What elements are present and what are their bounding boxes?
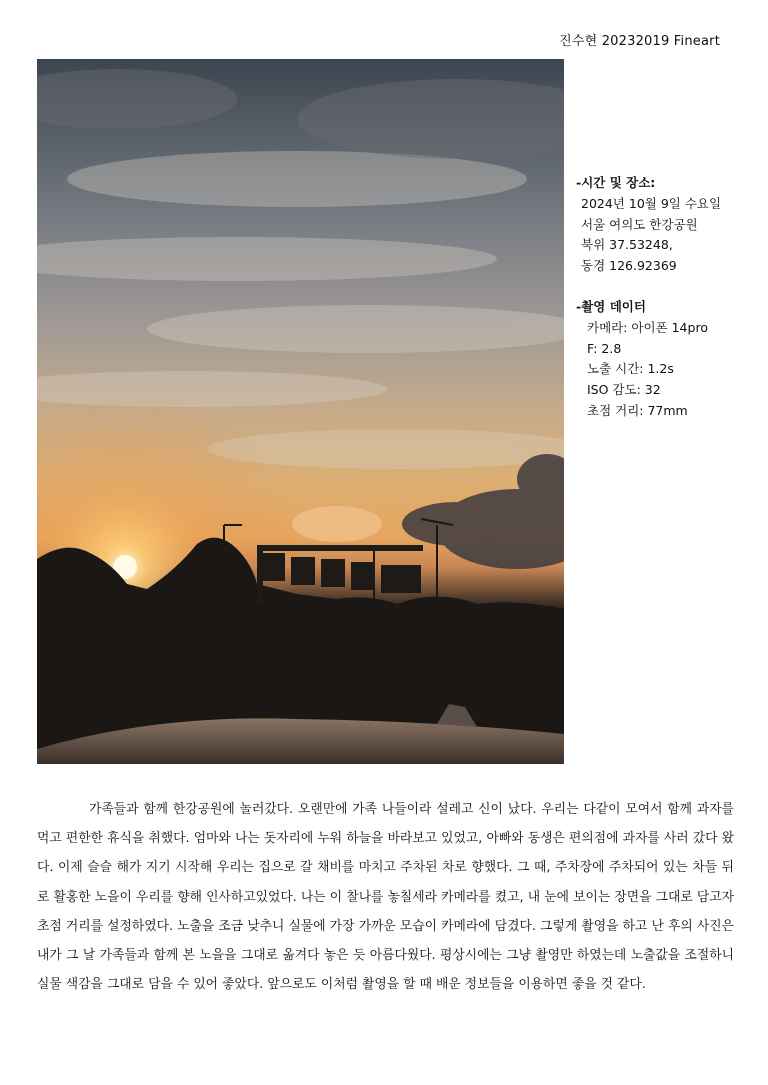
time-place-line: 북위 37.53248, [581,237,673,253]
time-place-line: 동경 126.92369 [581,258,677,274]
author-header: 진수현 20232019 Fineart [559,34,720,49]
shooting-data-line: ISO 감도: 32 [587,382,661,398]
shooting-data-line: F: 2.8 [587,340,622,356]
time-place-title: -시간 및 장소: [576,175,656,190]
sunset-photo-artwork [37,59,564,764]
time-place-line: 2024년 10월 9일 수요일 [581,195,722,211]
photo-metadata [576,173,721,422]
essay-paragraph: 가족들과 함께 한강공원에 놀러갔다. 오랜만에 가족 나들이라 설레고 신이 났다. 우리는 다같이 모여서 함께 과자를 먹고 편한한 휴식을 취했다. 엄마와 나는 돗자리에 누워 하늘을 바라보고 있었고, 아빠와 동생은 편의점에 과자를 사러 갔다 왔다. 이제 슬슬 해가 지기 시작해 우리는 집으로 갈 채비를 마치고 주차된 차로 향했다. 그 때, 주차장에 주차되어 있는 차들 뒤로 활홍한 노을이 우리를 향해 인사하고있었다. 나는 이 찰나를 놓칠세라 카메라를 켰고, 내 눈에 보이는 장면을 그대로 담고자 초점 거리를 설정하였다. 노출을 조금 낮추니 실물에 가장 가까운 모습이 카메라에 담겼다. 그렇게 촬영을 하고 난 후의 사진은 내가 그 날 가족들과 함께 본 노을을 그대로 옮겨다 놓은 듯 아름다웠다. 평상시에는 그냥 촬영만 하였는데 노출값을 조절하니 실물 색감을 그대로 담을 수 있어 좋았다. 앞으로도 이처럼 촬영을 할 때 배운 정보들을 이용하면 좋을 것 같다. [37,802,734,993]
storm-cloud [402,454,564,569]
time-place-line: 서울 여의도 한강공원 [581,216,698,232]
sunset-photo [37,59,564,764]
shooting-data-line: 노출 시간: 1.2s [587,361,674,377]
shooting-data-title: -촬영 데이터 [576,298,646,314]
shooting-data-line: 초점 거리: 77mm [587,402,688,418]
shooting-data-line: 카메라: 아이폰 14pro [587,319,708,335]
